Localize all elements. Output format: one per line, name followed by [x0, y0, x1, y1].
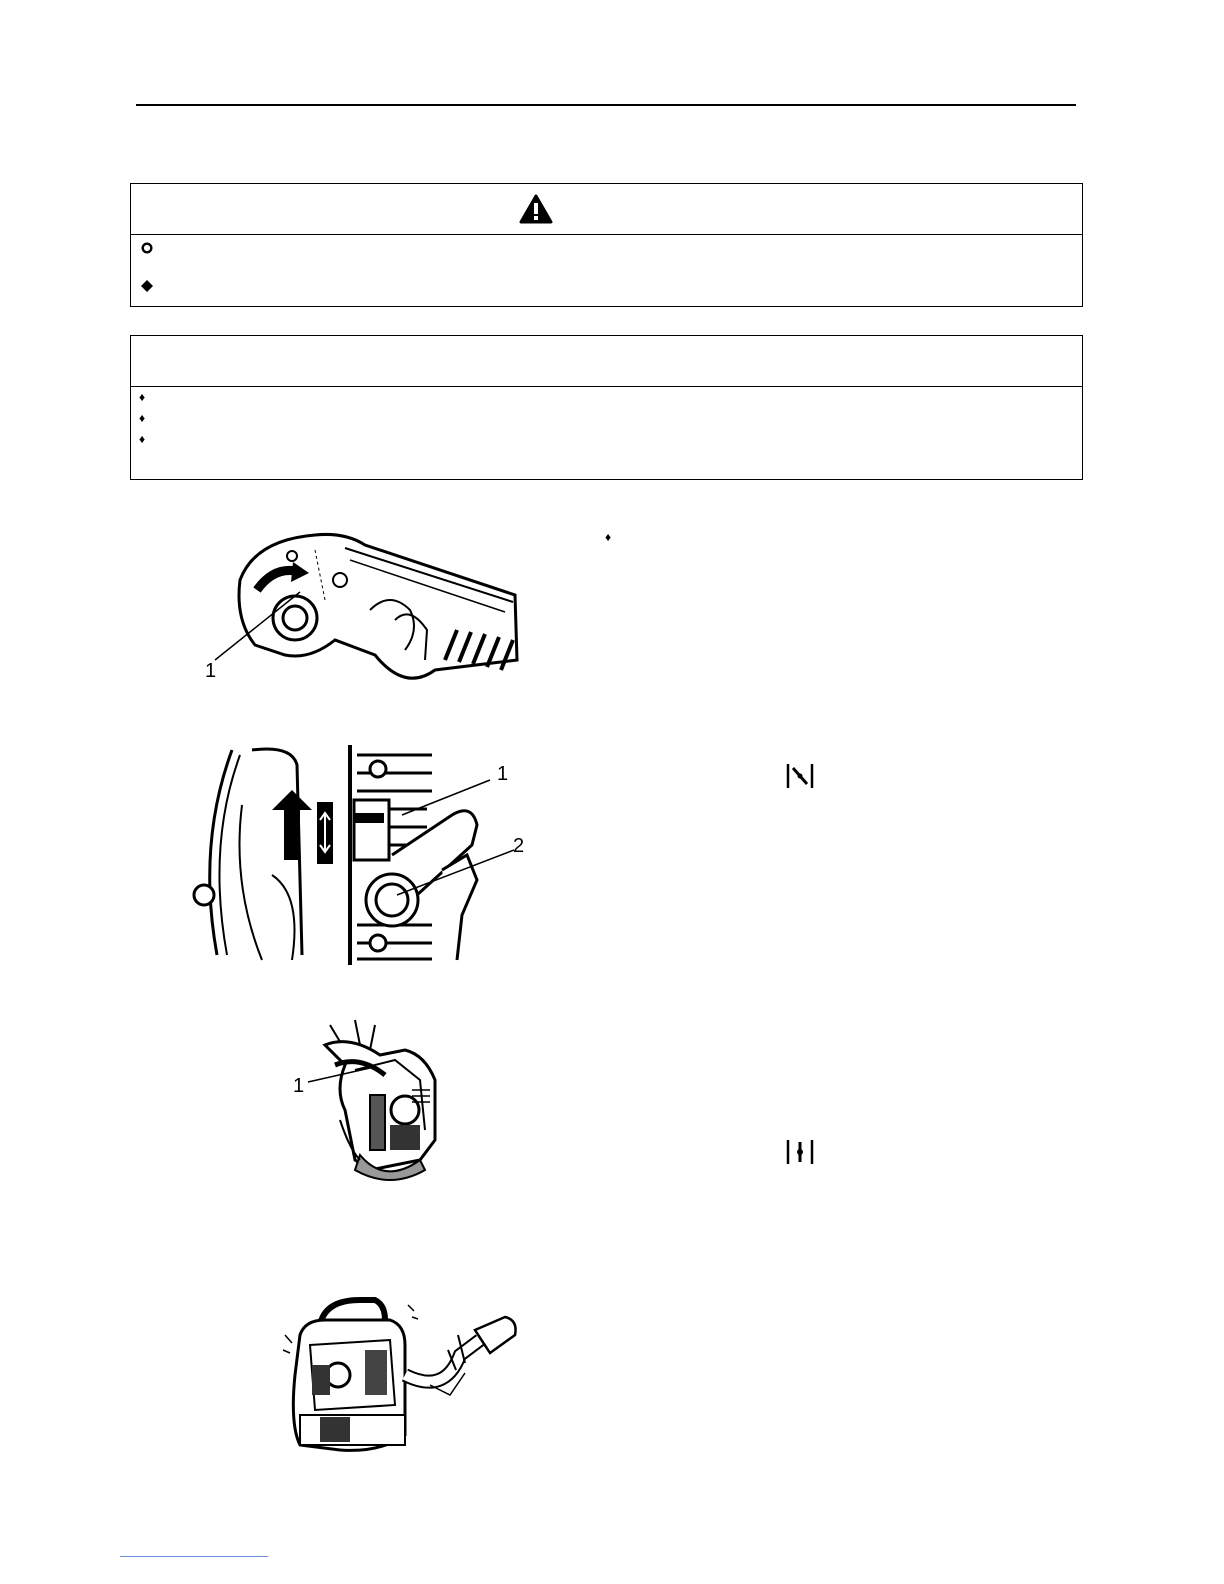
diamond-bullet-icon: [141, 280, 153, 292]
notice-box-header: [131, 336, 1082, 387]
notice-bullet-3: ♦: [139, 432, 146, 446]
warning-box: [130, 183, 1083, 307]
figure3-callout-1: 1: [293, 1075, 305, 1097]
warning-box-header: [131, 184, 1082, 235]
notice-box: [130, 335, 1083, 480]
circle-bullet-icon: [141, 242, 153, 254]
warning-triangle-icon: [519, 194, 553, 224]
hands-starting-figure: [300, 1020, 450, 1185]
header-rule: [136, 104, 1076, 106]
blower-backpack-figure: [280, 1295, 520, 1455]
figure2-callout-1: 1: [497, 763, 509, 785]
throttle-handle-figure: [195, 520, 525, 695]
choke-closed-icon: [786, 763, 814, 789]
choke-open-icon: [786, 1139, 814, 1165]
footnote-rule: [120, 1556, 268, 1557]
notice-bullet-2: ♦: [139, 411, 146, 425]
figure1-callout-1: 1: [205, 660, 217, 682]
instruction-bullet: ♦: [605, 530, 612, 544]
figure2-callout-2: 2: [513, 835, 525, 857]
choke-lever-figure: [192, 745, 525, 965]
notice-bullet-1: ♦: [139, 390, 146, 404]
